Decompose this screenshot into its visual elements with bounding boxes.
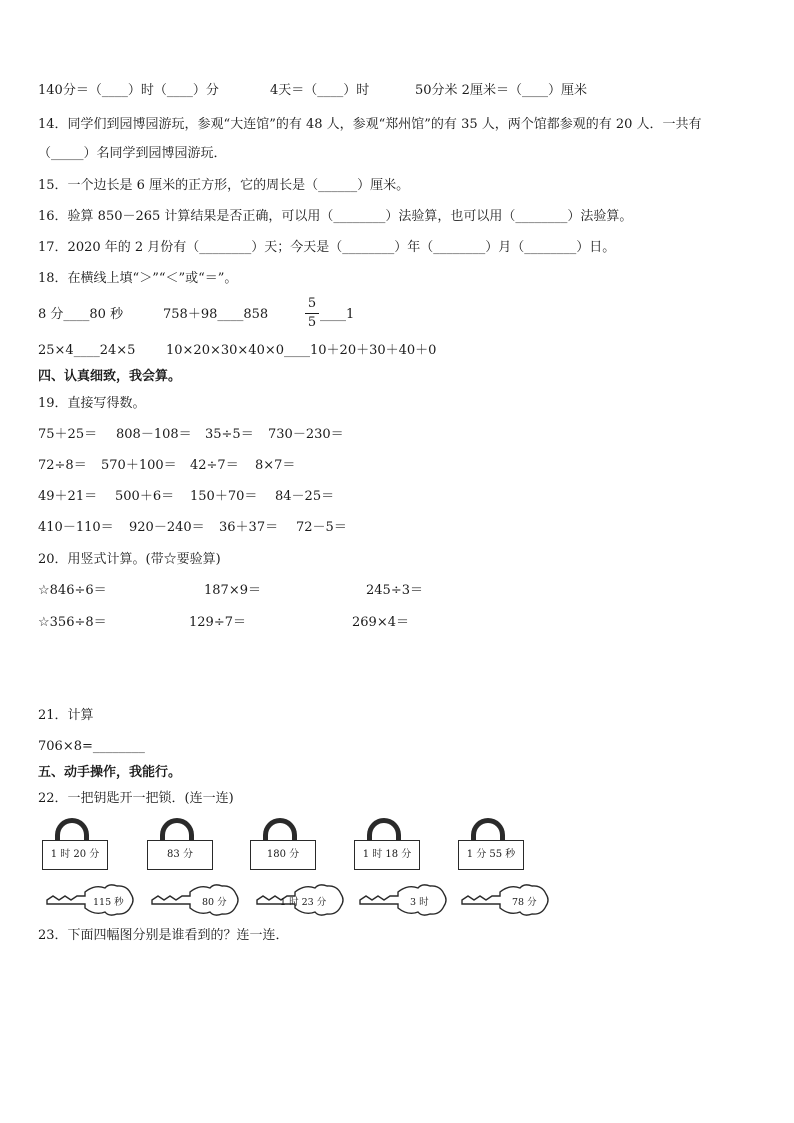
fraction-denominator: 5: [307, 315, 317, 330]
q19-item: 920－240＝: [129, 520, 205, 535]
key-icon: [460, 882, 570, 922]
q19-item: 42÷7＝: [190, 458, 239, 473]
q19-item: 730－230＝: [268, 427, 344, 442]
q20-item: ☆356÷8＝: [38, 615, 107, 630]
key-icon: [45, 882, 155, 922]
q19-item: 500＋6＝: [115, 489, 175, 504]
key-label: 78 分: [512, 897, 537, 908]
lock-label: 180 分: [250, 840, 316, 870]
q18-d: 25×4____24×5: [38, 343, 136, 358]
section-5-heading: 五、动手操作，我能行。: [38, 765, 182, 780]
q13-part-c: 50分米 2厘米＝（____）厘米: [415, 83, 587, 98]
q18-b: 758＋98____858: [163, 307, 269, 322]
key-icon: [358, 882, 468, 922]
q19-item: 8×7＝: [255, 458, 296, 473]
q21-expression: 706×8=________: [38, 739, 145, 754]
q18-a: 8 分____80 秒: [38, 307, 124, 322]
lock-label: 1 时 20 分: [42, 840, 108, 870]
q15: 15．一个边长是 6 厘米的正方形，它的周长是（______）厘米。: [38, 178, 410, 193]
q19-item: 410－110＝: [38, 520, 114, 535]
q23: 23．下面四幅图分别是谁看到的？连一连．: [38, 928, 289, 943]
lock-icon: [458, 818, 528, 872]
lock-icon: [147, 818, 217, 872]
lock-icon: [42, 818, 112, 872]
q19-title: 19．直接写得数。: [38, 396, 146, 411]
q18-title: 18．在横线上填“＞”“＜”或“＝”。: [38, 271, 238, 286]
lock-label: 1 分 55 秒: [458, 840, 524, 870]
q18-e: 10×20×30×40×0____10＋20＋30＋40＋0: [166, 343, 437, 358]
q22-title: 22．一把钥匙开一把锁．(连一连): [38, 791, 234, 806]
section-4-heading: 四、认真细致，我会算。: [38, 369, 182, 384]
q19-item: 150＋70＝: [190, 489, 258, 504]
q14-line2: （_____）名同学到园博园游玩．: [38, 146, 227, 161]
fraction-numerator: 5: [307, 296, 317, 311]
q20-item: 245÷3＝: [366, 583, 423, 598]
q14-line1: 14．同学们到园博园游玩，参观“大连馆”的有 48 人，参观“郑州馆”的有 35 人，两个馆都参观的有 20 人．一共有: [38, 117, 702, 132]
q19-item: 72÷8＝: [38, 458, 87, 473]
q19-item: 72－5＝: [296, 520, 347, 535]
q20-title: 20．用竖式计算。(带☆要验算): [38, 552, 221, 567]
q20-item: 187×9＝: [204, 583, 261, 598]
q13-part-a: 140分＝（____）时（____）分: [38, 83, 219, 98]
q20-item: 129÷7＝: [189, 615, 246, 630]
q13-part-b: 4天＝（____）时: [270, 83, 370, 98]
q19-item: 808－108＝: [116, 427, 192, 442]
q18-c: ____1: [320, 307, 355, 322]
q19-item: 36＋37＝: [219, 520, 279, 535]
key-label: 80 分: [202, 897, 227, 908]
key-label: 3 时: [410, 897, 429, 908]
key-label: 1 时 23 分: [280, 897, 327, 908]
q16: 16．验算 850－265 计算结果是否正确，可以用（________）法验算，也可以用（________）法验算。: [38, 209, 633, 224]
q19-item: 570＋100＝: [101, 458, 177, 473]
q17: 17．2020 年的 2 月份有（________）天；今天是（________）年（________）月（________）日。: [38, 240, 616, 255]
key-icon: [255, 882, 365, 922]
q20-item: 269×4＝: [352, 615, 409, 630]
key-label: 115 秒: [93, 897, 124, 908]
fraction-bar: [305, 313, 319, 314]
q21-title: 21．计算: [38, 708, 94, 723]
q18-fraction: [305, 296, 319, 331]
lock-icon: [354, 818, 424, 872]
lock-label: 1 时 18 分: [354, 840, 420, 870]
lock-icon: [250, 818, 320, 872]
q19-item: 75＋25＝: [38, 427, 98, 442]
key-icon: [150, 882, 260, 922]
q19-item: 84－25＝: [275, 489, 335, 504]
q19-item: 49＋21＝: [38, 489, 98, 504]
lock-label: 83 分: [147, 840, 213, 870]
q20-item: ☆846÷6＝: [38, 583, 107, 598]
q19-item: 35÷5＝: [205, 427, 254, 442]
